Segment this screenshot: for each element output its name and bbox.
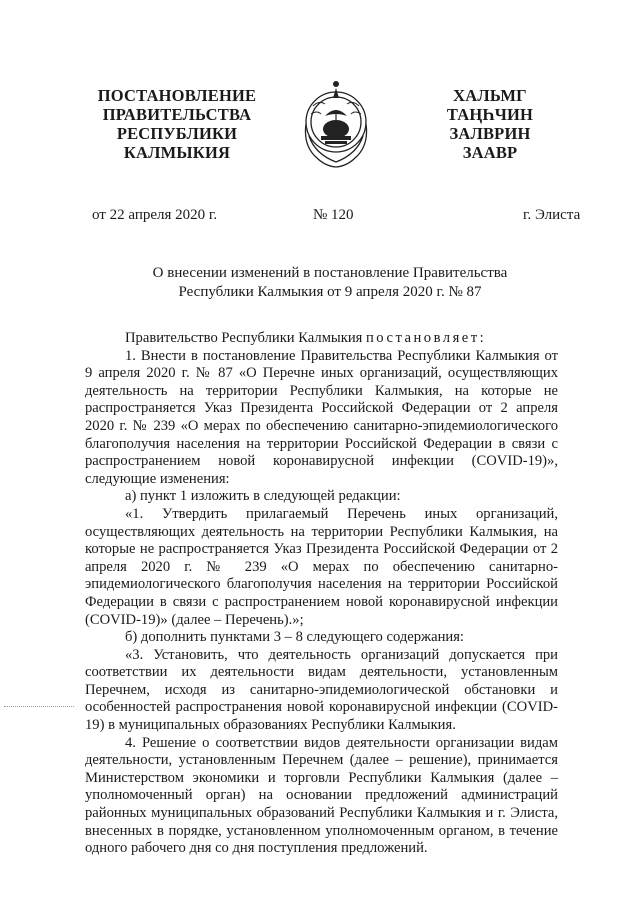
- document-title-line: Республики Калмыкия от 9 апреля 2020 г. № 87: [178, 284, 482, 300]
- header-left-line: ПОСТАНОВЛЕНИЕ: [97, 86, 257, 105]
- body-paragraph: 4. Решение о соответствии видов деятельности организации видам деятельности, установленным Перечнем (далее – решение), принимается Министерством экономики и торговли Республики Калмыкия (далее – уполномоченный орган) на основании предложений администраций районных муниципальных образований Республики Калмыкия и г. Элиста, внесенных в порядке, установленном уполномоченным органом, в течение одного рабочего дня со дня поступления предложений.: [85, 734, 558, 857]
- document-title-line: О внесении изменений в постановление Правительства: [152, 265, 508, 281]
- document-title: [80, 264, 580, 302]
- header-right-line: ЗАЛВРИН: [449, 124, 531, 143]
- body-paragraph: «3. Установить, что деятельность организаций допускается при соответствии их деятельности видам деятельности, установленным Перечнем, исходя из санитарно-эпидемиологической обстановки и особенностей распространения новой коронавирусной инфекции (COVID-19) в муниципальных образованиях Республики Калмыкия.: [85, 646, 558, 734]
- body-paragraph: «1. Утвердить прилагаемый Перечень иных организаций, осуществляющих деятельность на территории Республики Калмыкия, на которые не распространяется Указ Президента Российской Федерации от 2 апреля 2020 г. № 239 «О мерах по обеспечению санитарно-эпидемиологического благополучия населения на территории Российской Федерации в связи с распространением новой коронавирусной инфекции (COVID-19)» (далее – Перечень).»;: [85, 505, 558, 628]
- document-number: № 120: [313, 207, 354, 223]
- intro-paragraph: [85, 330, 558, 348]
- kalmykia-coat-of-arms-icon: [295, 66, 377, 174]
- document-body: [85, 330, 558, 858]
- body-paragraph: 1. Внести в постановление Правительства Республики Калмыкия от 9 апреля 2020 г. № 87 «О Перечне иных организаций, осуществляющих деятельность на территории Республики Калмыкия, на которые не распространяется Указ Президента Российской Федерации от 2 апреля 2020 г. № 239 «О мерах по обеспечению санитарно-эпидемиологического благополучия населения на территории Российской Федерации в связи с распространением новой коронавирусной инфекции (COVID-19)», следующие изменения:: [85, 347, 558, 487]
- body-paragraph: б) дополнить пунктами 3 – 8 следующего содержания:: [125, 629, 464, 646]
- intro-spaced-text: постановляет:: [366, 330, 487, 346]
- header-left-title: [82, 86, 272, 162]
- body-paragraph: а) пункт 1 изложить в следующей редакции:: [125, 488, 401, 505]
- intro-text: Правительство Республики Калмыкия: [125, 330, 363, 346]
- header-left-line: КАЛМЫКИЯ: [123, 143, 231, 162]
- margin-dotted-line: [4, 706, 74, 707]
- header-right-title: [425, 86, 555, 162]
- header-left-line: ПРАВИТЕЛЬСТВА: [102, 105, 252, 124]
- header-right-line: ЗААВР: [462, 143, 518, 162]
- header-right-line: ХАЛЬМГ: [453, 86, 527, 105]
- document-date: от 22 апреля 2020 г.: [92, 207, 218, 223]
- document-city: г. Элиста: [523, 207, 581, 223]
- header-left-line: РЕСПУБЛИКИ: [116, 124, 238, 143]
- header-right-line: ТАҢҺЧИН: [446, 105, 534, 124]
